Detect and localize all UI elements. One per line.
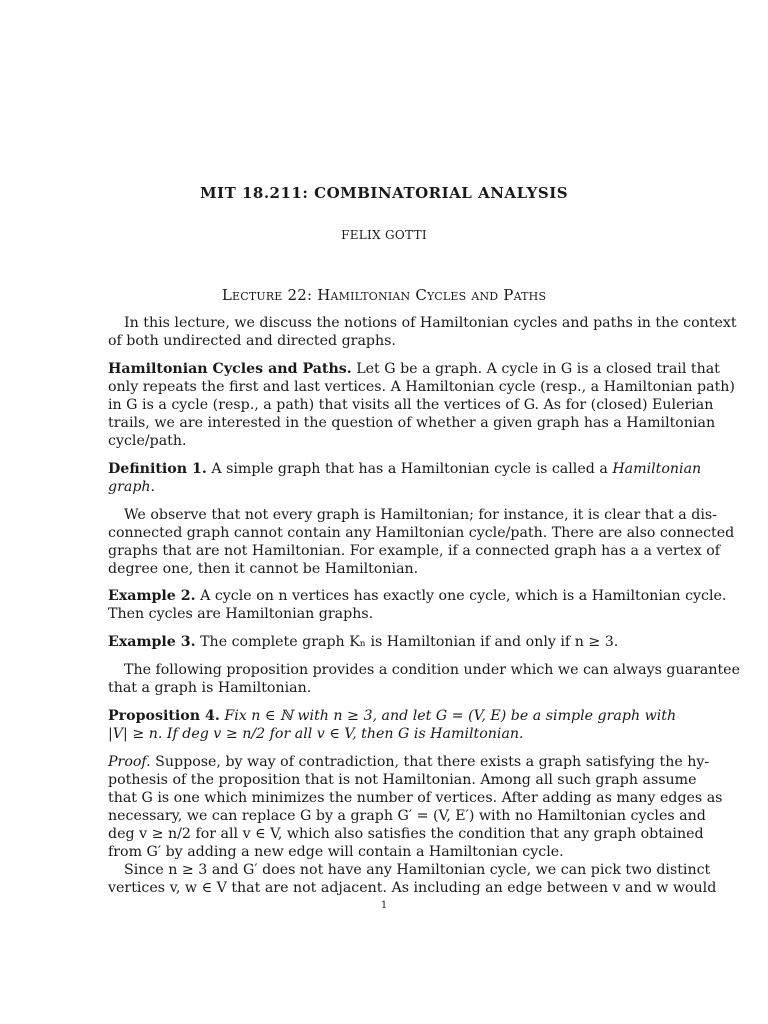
proof-line-2: pothesis of the proposition that is not Hamiltonian. Among all such graph assume [108, 772, 697, 788]
definition-1-text: A simple graph that has a Hamiltonian cycle is called a [206, 461, 613, 477]
following-line-2: that a graph is Hamiltonian. [108, 680, 312, 696]
example-2-text: A cycle on n vertices has exactly one cycle, which is a Hamiltonian cycle. [195, 588, 727, 604]
example-2-line-1 [108, 587, 727, 605]
section-line-4: trails, we are interested in the question of whether a given graph has a Hamiltonian [108, 415, 716, 431]
section-line-3: in G is a cycle (resp., a path) that visits all the vertices of G. As for (closed) Eulerian [108, 397, 714, 413]
example-2-line-2: Then cycles are Hamiltonian graphs. [108, 606, 374, 622]
proof-text-1: Suppose, by way of contradiction, that there exists a graph satisfying the hy- [150, 754, 710, 770]
definition-1-line-1 [108, 460, 702, 478]
proof-line-3: that G is one which minimizes the number of vertices. After adding as many edges as [108, 790, 723, 806]
example-2-label: Example 2. [108, 588, 196, 604]
intro-line-2: of both undirected and directed graphs. [108, 333, 396, 349]
example-3-line [108, 633, 660, 651]
section-heading: Hamiltonian Cycles and Paths. [108, 361, 352, 377]
author-name: FELIX GOTTI [341, 228, 427, 242]
definition-1-label: Definition 1. [108, 461, 207, 477]
following-line-1: The following proposition provides a condition under which we can always guarantee [124, 662, 740, 678]
definition-1-line-2 [108, 478, 660, 496]
lecture-title: Lecture 22: Hamiltonian Cycles and Paths [221, 286, 547, 304]
proof-line-1 [108, 753, 710, 771]
observe-line-1: We observe that not every graph is Hamiltonian; for instance, it is clear that a dis- [124, 507, 717, 523]
proof-line-6: from G′ by adding a new edge will contain a Hamiltonian cycle. [108, 844, 564, 860]
definition-1-end: . [150, 479, 156, 495]
intro-line-1: In this lecture, we discuss the notions of Hamiltonian cycles and paths in the context [124, 315, 737, 331]
definition-1-term: Hamiltonian [612, 461, 702, 477]
paper-title: MIT 18.211: COMBINATORIAL ANALYSIS [199, 184, 569, 202]
section-line-1 [108, 360, 720, 378]
observe-line-4: degree one, then it cannot be Hamiltonian. [108, 561, 419, 577]
proposition-4-line-1 [108, 707, 677, 725]
section-line-5: cycle/path. [108, 433, 187, 449]
example-3-text: The complete graph Kₙ is Hamiltonian if and only if n ≥ 3. [195, 634, 619, 650]
observe-line-3: graphs that are not Hamiltonian. For example, if a connected graph has a a vertex of [108, 543, 721, 559]
proof-label: Proof. [108, 754, 151, 770]
proof-since-line-2: vertices v, w ∈ V that are not adjacent. As including an edge between v and w would [108, 880, 717, 896]
proposition-4-text-1: Fix n ∈ ℕ with n ≥ 3, and let G = (V, E) be a simple graph with [219, 708, 677, 724]
section-text-1: Let G be a graph. A cycle in G is a closed trail that [351, 361, 720, 377]
definition-1-term-2: graph [108, 479, 151, 495]
proof-line-5: deg v ≥ n/2 for all v ∈ V, which also satisfies the condition that any graph obtained [108, 826, 704, 842]
page-number: 1 [380, 900, 388, 911]
section-line-2: only repeats the first and last vertices. A Hamiltonian cycle (resp., a Hamiltonian path) [108, 379, 735, 395]
proposition-4-line-2: |V| ≥ n. If deg v ≥ n/2 for all v ∈ V, then G is Hamiltonian. [108, 726, 524, 742]
observe-line-2: connected graph cannot contain any Hamiltonian cycle/path. There are also connected [108, 525, 735, 541]
proposition-4-label: Proposition 4. [108, 708, 220, 724]
proof-since-line-1: Since n ≥ 3 and G′ does not have any Hamiltonian cycle, we can pick two distinct [124, 862, 711, 878]
proof-line-4: necessary, we can replace G by a graph G′ = (V, E′) with no Hamiltonian cycles and [108, 808, 706, 824]
example-3-label: Example 3. [108, 634, 196, 650]
